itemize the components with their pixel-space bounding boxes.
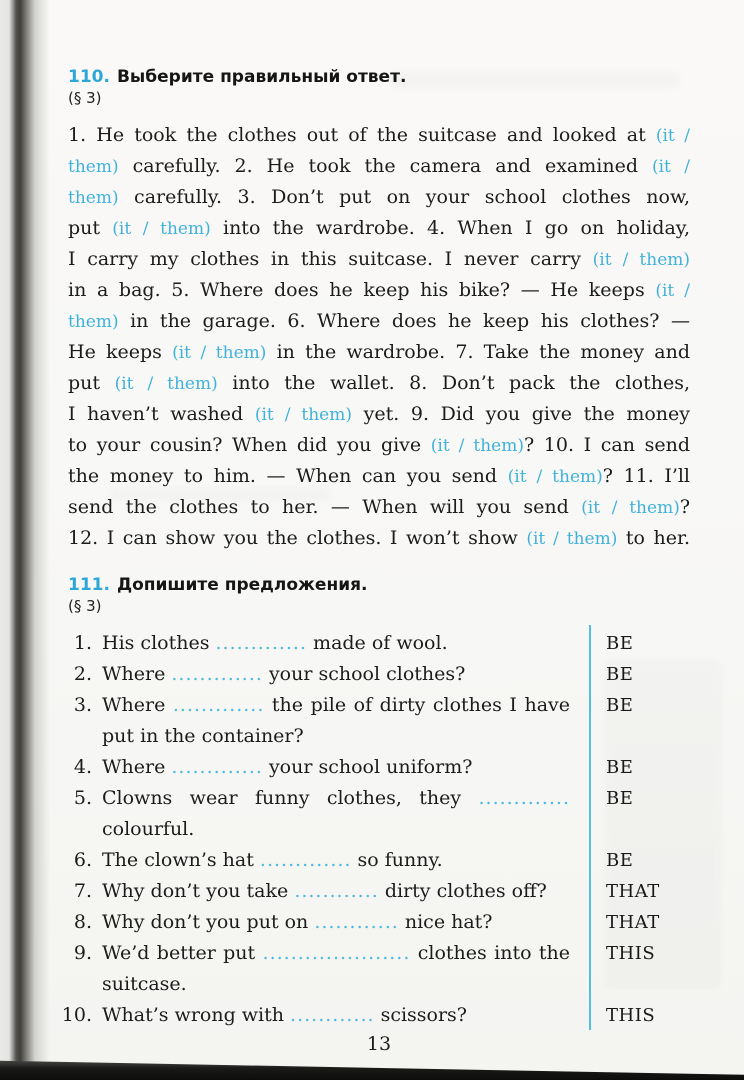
book-gutter-shadow <box>0 0 52 1080</box>
text-line <box>102 938 570 969</box>
item-answer: BE <box>606 664 634 685</box>
item-answer: BE <box>606 633 634 654</box>
text-line <box>102 752 570 783</box>
text-line <box>68 120 690 151</box>
exercise-110-text <box>68 120 690 554</box>
item-number: 9. <box>73 942 92 964</box>
exercise-111-number: 111. <box>68 575 110 595</box>
text-line <box>68 523 690 554</box>
text-run: dirty clothes off? <box>378 880 547 902</box>
text-run: send the clothes to her. — When will you send <box>68 496 582 518</box>
text-run: the money to him. — When can you send <box>68 465 508 487</box>
text-run: to her. <box>617 527 690 549</box>
text-run: yet. 9. Did you give the money <box>352 403 690 425</box>
choice-option: (it / <box>655 126 690 146</box>
item-number: 10. <box>61 1004 92 1026</box>
choice-option: (it / them) <box>114 374 218 394</box>
list-item <box>60 690 696 752</box>
text-run: your school uniform? <box>262 756 473 778</box>
item-sentence <box>102 659 570 690</box>
text-line <box>102 721 570 752</box>
item-number: 4. <box>73 756 92 778</box>
item-sentence <box>102 690 570 752</box>
text-line <box>102 783 570 814</box>
blank-dots: ............ <box>294 880 379 902</box>
answers-divider-line <box>589 625 591 1030</box>
text-line <box>102 876 570 907</box>
text-run: I haven’t washed <box>68 403 255 425</box>
blank-dots: ............. <box>171 663 263 685</box>
text-line <box>102 845 570 876</box>
text-line <box>102 907 570 938</box>
exercise-110 <box>68 66 690 554</box>
item-number: 6. <box>73 849 92 871</box>
blank-dots: ............. <box>259 849 352 871</box>
text-run: His clothes <box>102 632 216 654</box>
blank-dots: ............. <box>478 787 570 809</box>
text-run: put <box>68 217 113 239</box>
blank-dots: ............. <box>172 694 265 716</box>
list-item <box>60 938 696 1000</box>
text-line <box>68 337 690 368</box>
text-run: Clowns wear funny clothes, they <box>102 787 479 809</box>
exercise-111-heading <box>68 574 690 596</box>
text-line <box>68 461 690 492</box>
text-line <box>102 814 570 845</box>
text-run: He keeps <box>68 341 173 363</box>
item-sentence <box>102 783 570 845</box>
item-answer: BE <box>606 757 634 778</box>
item-number: 8. <box>73 911 92 933</box>
text-run: Where <box>102 756 172 778</box>
item-answer: THAT <box>606 912 660 933</box>
text-run: your school clothes? <box>262 663 466 685</box>
item-answer: BE <box>606 788 634 809</box>
exercise-110-title: Выберите правильный ответ. <box>116 67 407 87</box>
blank-dots: ............. <box>215 632 308 654</box>
item-number: 5. <box>73 787 92 809</box>
text-line <box>102 969 570 1000</box>
page-number: 13 <box>366 1033 392 1055</box>
choice-option: them) <box>68 188 119 208</box>
choice-option: them) <box>68 157 119 177</box>
text-run: ? 11. I’ll <box>602 465 690 487</box>
list-item <box>60 876 696 907</box>
text-line <box>68 213 690 244</box>
text-line <box>68 275 690 306</box>
text-run: made of wool. <box>307 632 448 654</box>
item-answer: THIS <box>606 943 656 964</box>
item-sentence <box>102 876 570 907</box>
text-line <box>102 1000 570 1031</box>
item-sentence <box>102 628 570 659</box>
exercise-110-section-ref: (§ 3) <box>68 89 102 107</box>
text-run: put in the container? <box>102 725 304 747</box>
page-content <box>61 66 690 1055</box>
text-line <box>68 306 690 337</box>
item-number: 7. <box>73 880 92 902</box>
item-sentence <box>102 1000 570 1031</box>
list-item <box>60 1000 696 1031</box>
list-item <box>60 752 696 783</box>
exercise-111-title: Допишите предложения. <box>116 575 368 595</box>
text-line <box>102 628 570 659</box>
text-run: The clown’s hat <box>102 849 260 871</box>
text-run: nice hat? <box>398 911 493 933</box>
item-answer: THAT <box>606 881 660 902</box>
exercise-110-number: 110. <box>68 67 110 87</box>
choice-option: (it / <box>655 281 690 301</box>
text-line <box>68 492 690 523</box>
choice-option: (it / them) <box>526 529 618 549</box>
page-bottom-edge-shadow <box>0 1054 744 1080</box>
list-item <box>60 628 696 659</box>
item-sentence <box>102 907 570 938</box>
choice-option: (it / them) <box>581 498 680 518</box>
list-item <box>60 659 696 690</box>
item-number: 1. <box>73 632 92 654</box>
item-answer: BE <box>606 695 634 716</box>
text-run: so funny. <box>351 849 443 871</box>
item-number: 2. <box>73 663 92 685</box>
choice-option: (it / <box>651 157 690 177</box>
choice-option: (it / them) <box>430 436 524 456</box>
exercise-111 <box>61 574 690 1031</box>
blank-dots: ..................... <box>262 942 411 964</box>
text-run: the pile of dirty clothes I have <box>264 694 570 716</box>
text-line <box>68 244 690 275</box>
text-run: in the garage. 6. Where does he keep his clothes? — <box>118 310 690 332</box>
text-line <box>68 151 690 182</box>
text-run: Where <box>102 663 172 685</box>
text-line <box>68 399 690 430</box>
item-answer: BE <box>606 850 634 871</box>
choice-option: (it / them) <box>112 219 211 239</box>
exercise-111-list <box>60 628 696 1031</box>
text-run: What’s wrong with <box>102 1004 291 1026</box>
list-item <box>60 783 696 845</box>
text-run: ? <box>679 496 690 518</box>
text-run: We’d better put <box>102 942 263 964</box>
text-run: in a bag. 5. Where does he keep his bike? — He keeps <box>68 279 656 301</box>
text-run: suitcase. <box>102 973 187 995</box>
text-line <box>68 182 690 213</box>
blank-dots: ............ <box>290 1004 375 1026</box>
text-run: clothes into the <box>410 942 570 964</box>
text-run: Why don’t you take <box>102 880 295 902</box>
blank-dots: ............ <box>314 911 399 933</box>
choice-option: (it / them) <box>592 250 690 270</box>
text-run: scissors? <box>374 1004 467 1026</box>
exercise-111-section-ref: (§ 3) <box>68 597 102 615</box>
choice-option: (it / them) <box>507 467 603 487</box>
text-run: ? 10. I can send <box>524 434 690 456</box>
list-item <box>60 845 696 876</box>
text-line <box>102 659 570 690</box>
item-answer: THIS <box>606 1005 656 1026</box>
text-line <box>102 690 570 721</box>
choice-option: (it / them) <box>254 405 352 425</box>
text-run: 12. I can show you the clothes. I won’t show <box>68 527 527 549</box>
text-run: put <box>68 372 115 394</box>
text-run: Where <box>102 694 173 716</box>
text-run: I carry my clothes in this suitcase. I never carry <box>68 248 593 270</box>
text-line <box>68 430 690 461</box>
item-sentence <box>102 845 570 876</box>
text-run: in the wardrobe. 7. Take the money and <box>266 341 690 363</box>
text-run: to your cousin? When did you give <box>68 434 431 456</box>
item-sentence <box>102 752 570 783</box>
text-run: carefully. 3. Don’t put on your school clothes now, <box>118 186 690 208</box>
text-run: 1. He took the clothes out of the suitcase and looked at <box>68 124 656 146</box>
text-run: into the wallet. 8. Don’t pack the clothes, <box>217 372 690 394</box>
list-item <box>60 907 696 938</box>
text-line <box>68 368 690 399</box>
choice-option: them) <box>68 312 119 332</box>
text-run: Why don’t you put on <box>102 911 315 933</box>
item-sentence <box>102 938 570 1000</box>
text-run: carefully. 2. He took the camera and examined <box>118 155 652 177</box>
exercise-110-heading <box>68 66 690 88</box>
blank-dots: ............. <box>171 756 263 778</box>
text-run: colourful. <box>102 818 195 840</box>
choice-option: (it / them) <box>172 343 267 363</box>
item-number: 3. <box>73 694 92 716</box>
text-run: into the wardrobe. 4. When I go on holiday, <box>210 217 690 239</box>
